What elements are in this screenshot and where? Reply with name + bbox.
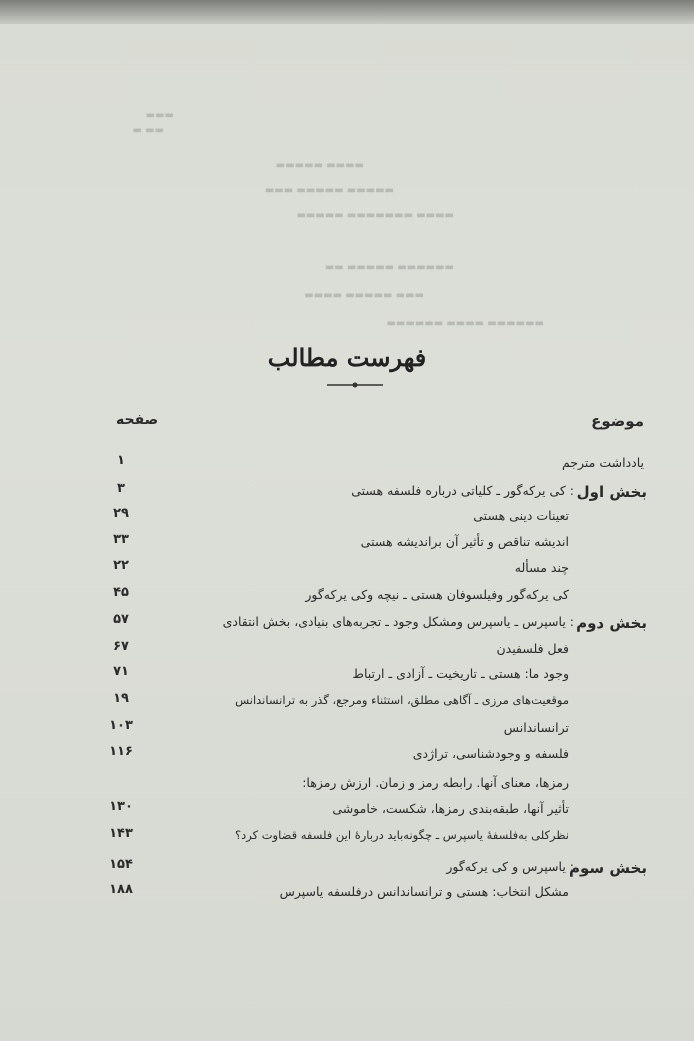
- toc-entry-page: ۴۵: [113, 585, 129, 600]
- toc-entry-text: تأثیر آنها، طبقه‌بندی رمزها، شکست، خاموشی: [332, 801, 569, 816]
- toc-entry-page: ۱۸۸: [109, 882, 133, 897]
- toc-entry-page: ۵۷: [113, 612, 129, 627]
- bleed-through-text: ▬▬▬: [145, 110, 174, 121]
- toc-entry-text: موقعیت‌های مرزی ـ آگاهی مطلق، استثناء ومرجع، گذر به ترانساندانس: [235, 693, 569, 707]
- bleed-through-text: ▬▬ ▬: [132, 125, 164, 136]
- toc-entry-page: ۷۱: [113, 664, 129, 679]
- title-ornament: [325, 380, 385, 390]
- toc-entry-text: : یاسپرس ـ یاسپرس ومشکل وجود ـ تجربه‌های بنیادی، بخش انتقادی: [222, 614, 574, 629]
- bleed-through-text: ▬▬▬▬▬▬ ▬▬▬▬ ▬▬▬▬▬▬: [386, 318, 544, 329]
- bleed-through-text: ▬▬▬ ▬▬▬▬▬ ▬▬▬▬: [304, 290, 424, 301]
- section-one-label: بخش اول: [576, 483, 647, 501]
- toc-entry-text: فعل فلسفیدن: [496, 641, 569, 656]
- toc-entry-page: ۱۹: [113, 691, 129, 706]
- bleed-through-text: ▬▬▬▬▬▬ ▬▬▬▬▬ ▬▬: [324, 262, 454, 273]
- toc-entry-page: ۱۵۴: [109, 857, 133, 872]
- section-three-label: بخش سوم: [568, 859, 647, 877]
- toc-entry-text: تعینات دینی هستی: [473, 508, 569, 523]
- toc-entry-page: ۱: [117, 453, 125, 468]
- header-page: صفحه: [116, 412, 159, 428]
- toc-entry-page: ۲۹: [113, 506, 129, 521]
- toc-entry-page: ۲۲: [113, 558, 129, 573]
- toc-entry-text: نظرکلی به‌فلسفهٔ یاسپرس ـ چگونه‌باید دربارهٔ این فلسفه قضاوت کرد؟: [235, 828, 569, 842]
- toc-entry-text: ترانساندانس: [503, 720, 569, 735]
- toc-entry-text: چند مسأله: [514, 560, 569, 575]
- toc-entry-text: اندیشه تناقص و تأثیر آن براندیشه هستی: [360, 534, 569, 549]
- top-shadow: [0, 0, 694, 24]
- toc-entry-page: ۱۰۳: [109, 718, 133, 733]
- toc-entry-page: ۳: [117, 481, 125, 496]
- header-topic: موضوع: [591, 412, 644, 430]
- toc-entry-text: مشکل انتخاب: هستی و ترانساندانس درفلسفه یاسپرس: [279, 884, 569, 899]
- toc-entry-text: فلسفه و وجودشناسی، تراژدی: [412, 746, 569, 761]
- toc-entry-page: ۱۳۰: [109, 799, 133, 814]
- page-title: فهرست مطالب: [267, 343, 427, 372]
- bleed-through-text: ▬▬▬▬ ▬▬▬▬▬▬▬ ▬▬▬▬▬: [296, 210, 454, 221]
- toc-entry-text: رمزها، معنای آنها. رابطه رمز و زمان. ارزش رمزها:: [302, 775, 569, 790]
- toc-entry-text: یادداشت مترجم: [561, 455, 644, 470]
- toc-entry-page: ۱۴۳: [109, 826, 133, 841]
- bleed-through-text: ▬▬▬▬ ▬▬▬▬▬: [275, 160, 364, 171]
- toc-entry-page: ۶۷: [113, 639, 129, 654]
- toc-entry-page: ۱۱۶: [109, 744, 133, 759]
- toc-entry-text: وجود ما: هستی ـ تاریخیت ـ آزادی ـ ارتباط: [352, 666, 569, 681]
- toc-entry-text: : یاسپرس و کی یرکه‌گور: [446, 859, 574, 874]
- toc-entry-text: کی یرکه‌گور وفیلسوفان هستی ـ نیچه وکی یرکه‌گور: [305, 587, 569, 602]
- section-two-label: بخش دوم: [576, 614, 647, 632]
- toc-entry-text: : کی یرکه‌گور ـ کلیاتی درباره فلسفه هستی: [351, 483, 574, 498]
- toc-entry-page: ۳۳: [113, 532, 129, 547]
- bleed-through-text: ▬▬▬▬▬ ▬▬▬▬▬ ▬▬▬: [264, 185, 394, 196]
